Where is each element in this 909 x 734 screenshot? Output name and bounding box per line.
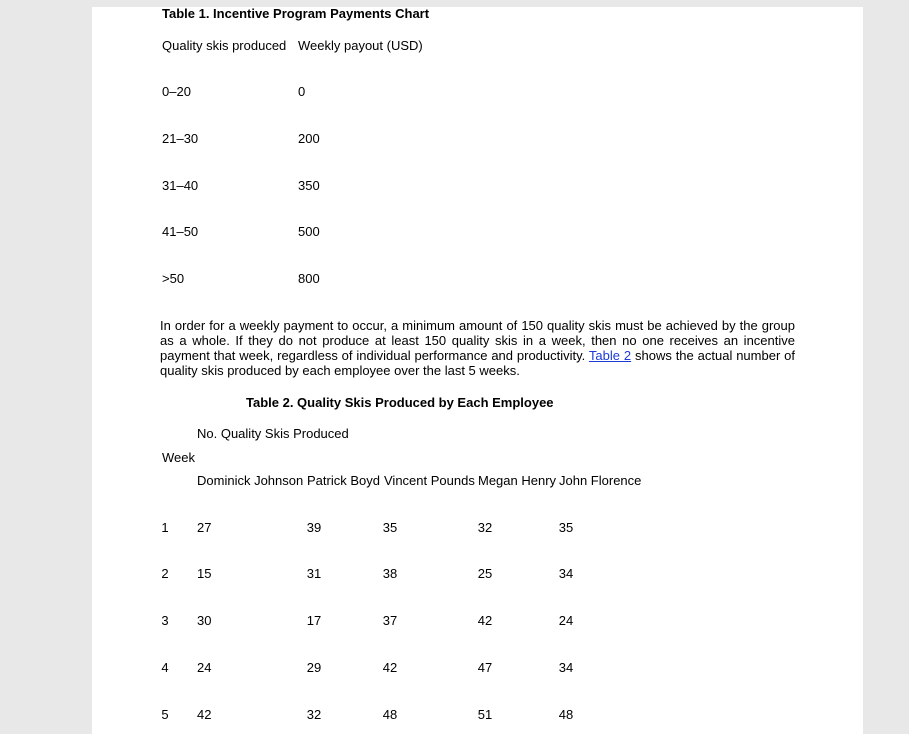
cell-patrick-boyd: 17 bbox=[306, 613, 322, 628]
table1-range: 31–40 bbox=[162, 178, 199, 193]
cell-dominick-johnson: 30 bbox=[197, 613, 212, 628]
table1-range: 21–30 bbox=[162, 131, 199, 146]
cell-john-florence: 24 bbox=[558, 613, 574, 628]
cell-vincent-pounds: 48 bbox=[382, 707, 398, 722]
cell-patrick-boyd: 29 bbox=[306, 660, 322, 675]
cell-dominick-johnson: 24 bbox=[197, 660, 212, 675]
cell-megan-henry: 47 bbox=[477, 660, 493, 675]
cell-dominick-johnson: 42 bbox=[197, 707, 212, 722]
cell-dominick-johnson: 27 bbox=[197, 520, 212, 535]
table1-payout: 0 bbox=[298, 84, 306, 99]
employee-header-patrick-boyd: Patrick Boyd bbox=[307, 473, 380, 488]
table1-title: Table 1. Incentive Program Payments Chart bbox=[162, 6, 430, 21]
cell-megan-henry: 25 bbox=[477, 566, 493, 581]
cell-john-florence: 35 bbox=[558, 520, 574, 535]
cell-patrick-boyd: 32 bbox=[306, 707, 322, 722]
table2-title: Table 2. Quality Skis Produced by Each Employee bbox=[246, 395, 554, 410]
employee-header-vincent-pounds: Vincent Pounds bbox=[384, 473, 475, 488]
table1-payout: 200 bbox=[298, 131, 320, 146]
body-paragraph bbox=[160, 318, 795, 378]
cell-vincent-pounds: 35 bbox=[382, 520, 398, 535]
week-number: 4 bbox=[161, 660, 169, 675]
table1-range: >50 bbox=[162, 271, 185, 286]
cell-vincent-pounds: 38 bbox=[382, 566, 398, 581]
table2-week-header: Week bbox=[162, 450, 195, 465]
table2-link[interactable]: Table 2 bbox=[588, 348, 632, 363]
cell-patrick-boyd: 31 bbox=[306, 566, 322, 581]
table1-payout: 350 bbox=[298, 178, 320, 193]
employee-header-megan-henry: Megan Henry bbox=[478, 473, 557, 488]
table1-range: 41–50 bbox=[162, 224, 199, 239]
cell-john-florence: 34 bbox=[558, 566, 574, 581]
paragraph-text-before: In order for a weekly payment to occur, a minimum amount of 150 quality skis must be achieved by the group as a whole. If they do not produce at least 150 quality skis in a week, then no one receives an incentive payment that week, regardless of individual performance and productivity. bbox=[160, 318, 795, 363]
table2-group-header: No. Quality Skis Produced bbox=[197, 426, 349, 441]
cell-john-florence: 48 bbox=[558, 707, 574, 722]
employee-header-john-florence: John Florence bbox=[559, 473, 642, 488]
cell-vincent-pounds: 42 bbox=[382, 660, 398, 675]
week-number: 1 bbox=[161, 520, 169, 535]
cell-john-florence: 34 bbox=[558, 660, 574, 675]
document-page bbox=[92, 7, 863, 734]
cell-dominick-johnson: 15 bbox=[197, 566, 212, 581]
employee-header-dominick-johnson: Dominick Johnson bbox=[197, 473, 304, 488]
week-number: 3 bbox=[161, 613, 169, 628]
cell-megan-henry: 42 bbox=[477, 613, 493, 628]
table1-range: 0–20 bbox=[162, 84, 191, 99]
cell-megan-henry: 51 bbox=[477, 707, 493, 722]
paragraph-text-after: shows the actual number of quality skis produced by each employee over the last 5 weeks. bbox=[160, 348, 795, 378]
table1-payout: 500 bbox=[298, 224, 320, 239]
table1-header-quality: Quality skis produced bbox=[162, 38, 287, 53]
week-number: 5 bbox=[161, 707, 169, 722]
table1-header-payout: Weekly payout (USD) bbox=[298, 38, 423, 53]
cell-vincent-pounds: 37 bbox=[382, 613, 398, 628]
week-number: 2 bbox=[161, 566, 169, 581]
table1-payout: 800 bbox=[298, 271, 320, 286]
cell-patrick-boyd: 39 bbox=[306, 520, 322, 535]
cell-megan-henry: 32 bbox=[477, 520, 493, 535]
